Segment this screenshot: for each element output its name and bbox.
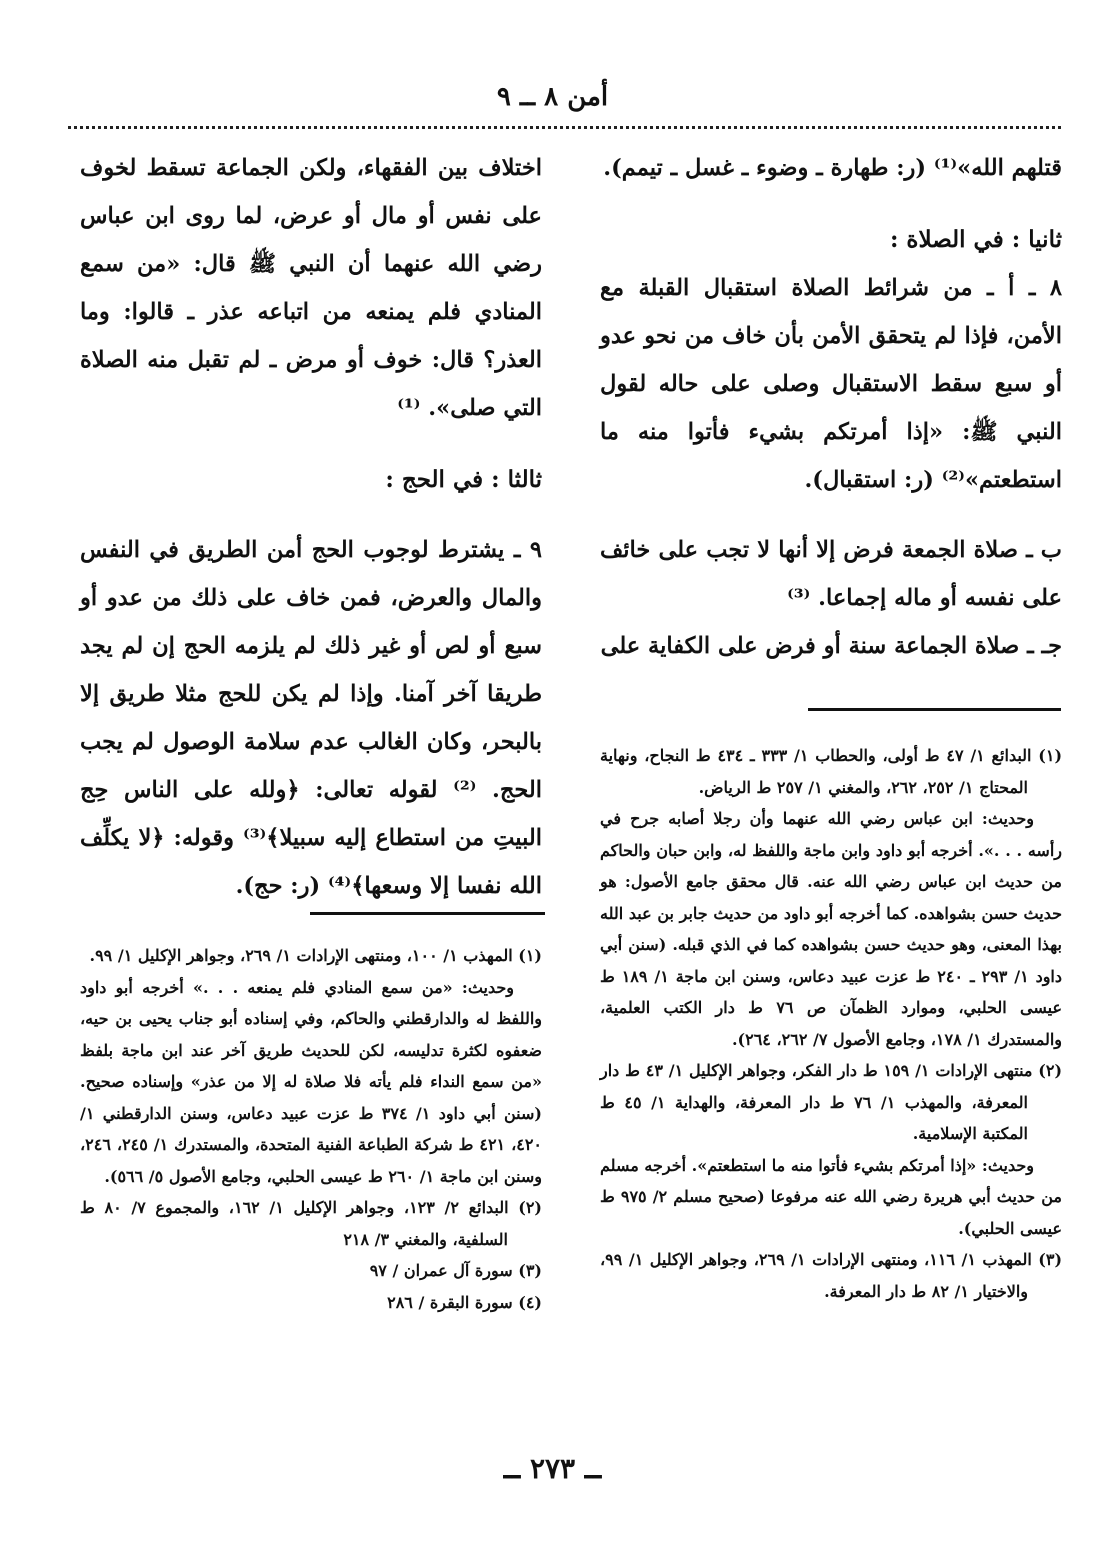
running-header: أمن ٨ ــ ٩ (496, 82, 609, 112)
footnote-2-hadith: وحديث: «إذا أمرتكم بشيء فأتوا منه ما استطعتم». أخرجه مسلم من حديث أبي هريرة رضي الله عنه مرفوعا (صحيح مسلم ٢/ ٩٧٥ ط عيسى الحلبي). (600, 1155, 1063, 1238)
footnote-1-hadith: وحديث: ابن عباس رضي الله عنهما وأن رجلا أصابه جرح في رأسه . . .». أخرجه أبو داود وابن ماجة واللفظ له، وابن حبان والحاكم من حديث ابن عباس رضي الله عنه. قال محقق جامع الأصول: هو حديث حسن بشواهده. كما أخرجه أبو داود من حديث جابر بن عبد الله بهذا المعنى، وهو حديث حسن بشواهده كما في الذي قبله. (سنن أبي داود ١/ ٢٩٣ ـ ٢٤٠ ط عزت عبيد دعاس، وسنن ابن ماجة ١/ ١٨٩ ط عيسى الحلبي، وموارد الظمآن ص ٧٦ ط دار الكتب العلمية، والمستدرك ١/ ١٧٨، وجامع الأصول ٧/ ٢٦٢، ٢٦٤). (600, 809, 1062, 1049)
footnote-2: (٢) منتهى الإرادات ١/ ١٥٩ ط دار الفكر، وجواهر الإكليل ١/ ٤٣ ط دار المعرفة، والمهذب ١/ ٧٦ ط دار المعرفة، والهداية ١/ ٤٥ ط المكتبة الإسلامية. (600, 1061, 1063, 1143)
footnote-1: (١) المهذب ١/ ١٠٠، ومنتهى الإرادات ١/ ٢٦٩، وجواهر الإكليل ١/ ٩٩. (89, 946, 542, 965)
section-heading-prayer: ثانيا : في الصلاة : (889, 226, 1062, 253)
left-column-body (80, 144, 542, 910)
paragraph-continuation: اختلاف بين الفقهاء، ولكن الجماعة تسقط لخوف على نفس أو مال أو عرض، لما روى ابن عباس رضي الله عنهما أن النبي ﷺ قال: «من سمع المنادي فلم يمنعه من اتباعه عذر ـ قالوا: وما العذر؟ قال: خوف أو مرض ـ لم تقبل منه الصلاة التي صلى». ⁽¹⁾ (80, 155, 542, 421)
header-dotted-rule (68, 126, 1061, 129)
footnote-2: (٢) البدائع ٢/ ١٢٣، وجواهر الإكليل ١/ ١٦٢، والمجموع ٧/ ٨٠ ط السلفية، والمغني ٣/ ٢١٨ (80, 1198, 542, 1249)
footnote-1-hadith: وحديث: «من سمع المنادي فلم يمنعه . . .» أخرجه أبو داود واللفظ له والدارقطني والحاكم، وفي إسناده أبو جناب يحيى بن حيه، ضعفوه لكثرة تدليسه، لكن للحديث طريق آخر عند ابن ماجة بلفظ «من سمع النداء فلم يأته فلا صلاة له إلا من عذر» وإسناده صحيح. (سنن أبي داود ١/ ٣٧٤ ط عزت عبيد دعاس، وسنن الدارقطني ١/ ٤٢٠، ٤٢١ ط شركة الطباعة الفنية المتحدة، والمستدرك ١/ ٢٤٥، ٢٤٦، وسنن ابن ماجة ١/ ٢٦٠ ط عيسى الحلبي، وجامع الأصول ٥/ ٥٦٦). (80, 977, 543, 1186)
footnote-1: (١) البدائع ١/ ٤٧ ط أولى، والحطاب ١/ ٣٣٣ ـ ٤٣٤ ط النجاح، ونهاية المحتاج ١/ ٢٥٢، ٢٦٢، والمغني ١/ ٢٥٧ ط الرياض. (600, 746, 1063, 797)
paragraph-9: ٩ ـ يشترط لوجوب الحج أمن الطريق في النفس والمال والعرض، فمن خاف على ذلك من عدو أو سبع أو لص أو غير ذلك لم يلزمه الحج إن لم يجد طريقا آخر آمنا. وإذا لم يكن للحج مثلا طريق إلا بالبحر، وكان الغالب عدم سلامة الوصول لم يجب الحج. ⁽²⁾ لقوله تعالى: ﴿ولله على الناس حِج البيتِ من استطاع إليه سبيلا﴾⁽³⁾ وقوله: ﴿لا يكلِّف الله نفسا إلا وسعها﴾⁽⁴⁾ (ر: حج). (80, 537, 543, 899)
footnote-3: (٣) سورة آل عمران / ٩٧ (369, 1261, 542, 1280)
right-column-body (600, 144, 1062, 670)
left-footnote-rule (310, 912, 545, 915)
paragraph-8c: جـ ـ صلاة الجماعة سنة أو فرض على الكفاية على (600, 633, 1062, 659)
section-heading-hajj: ثالثا : في الحج : (385, 466, 542, 493)
left-column-footnotes (80, 940, 542, 1318)
paragraph-8b: ب ـ صلاة الجمعة فرض إلا أنها لا تجب على خائف على نفسه أو ماله إجماعا. ⁽³⁾ (600, 537, 1062, 611)
right-footnote-rule (808, 708, 1061, 711)
page-number: ــ ٢٧٣ ــ (503, 1452, 602, 1485)
paragraph-8a: ٨ ـ أ ـ من شرائط الصلاة استقبال القبلة مع الأمن، فإذا لم يتحقق الأمن بأن خاف من نحو عدو أو سبع سقط الاستقبال وصلى على حاله لقول النبي ﷺ: «إذا أمرتكم بشيء فأتوا منه ما استطعتم»⁽²⁾ (ر: استقبال). (600, 275, 1062, 493)
footnote-3: (٣) المهذب ١/ ١١٦، ومنتهى الإرادات ١/ ٢٦٩، وجواهر الإكليل ١/ ٩٩، والاختيار ١/ ٨٢ ط دار المعرفة. (600, 1250, 1063, 1301)
paragraph-intro: قتلهم الله»⁽¹⁾ (ر: طهارة ـ وضوء ـ غسل ـ تيمم). (603, 155, 1062, 181)
right-column-footnotes (600, 740, 1062, 1307)
footnote-4: (٤) سورة البقرة / ٢٨٦ (387, 1292, 542, 1312)
